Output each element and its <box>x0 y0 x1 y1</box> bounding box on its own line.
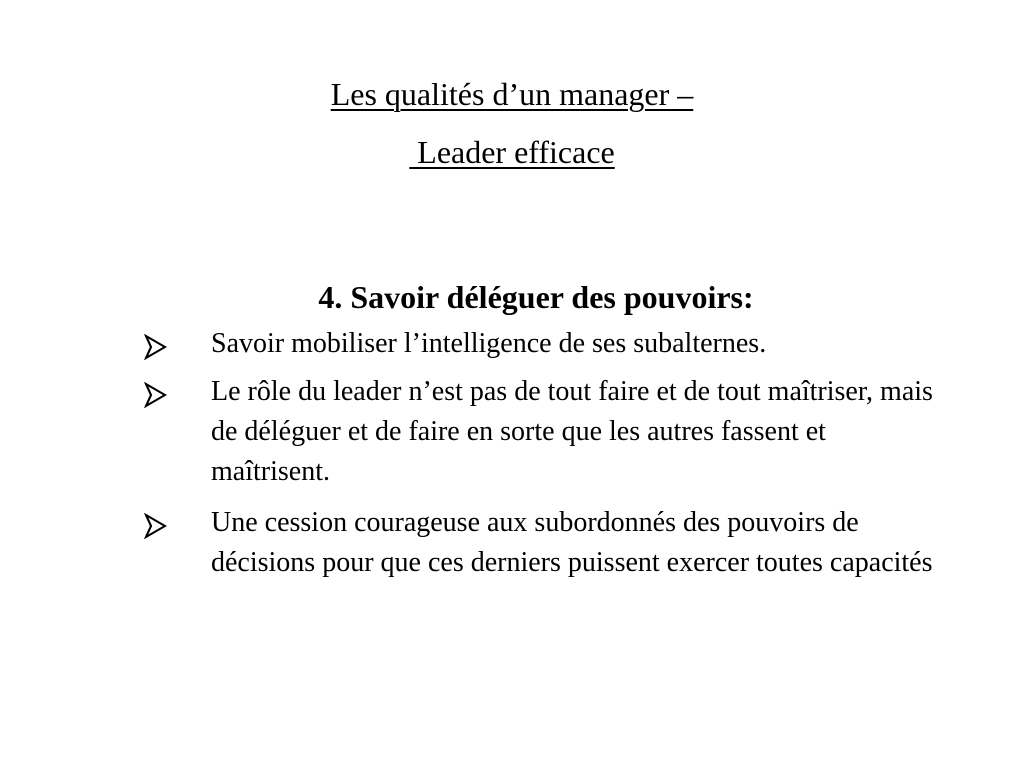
bullet-text: Le rôle du leader n’est pas de tout faire et de tout maîtriser, mais de déléguer et de faire en sorte que les autres fassent et maîtrisent. <box>211 376 933 487</box>
arrow-checkmark-bullet-icon <box>143 334 169 360</box>
slide-title-text-2: Leader efficace <box>409 134 615 170</box>
arrow-checkmark-bullet-icon <box>143 382 169 408</box>
slide-title-text-1: Les qualités d’un manager – <box>330 76 694 112</box>
bullet-text: Une cession courageuse aux subordonnés des pouvoirs de décisions pour que ces derniers puissent exercer toutes capacités <box>211 507 933 578</box>
section-heading: 4. Savoir déléguer des pouvoirs: <box>318 279 754 315</box>
arrow-checkmark-bullet-icon <box>143 513 169 539</box>
bullet-text: Savoir mobiliser l’intelligence de ses subalternes. <box>211 328 767 359</box>
